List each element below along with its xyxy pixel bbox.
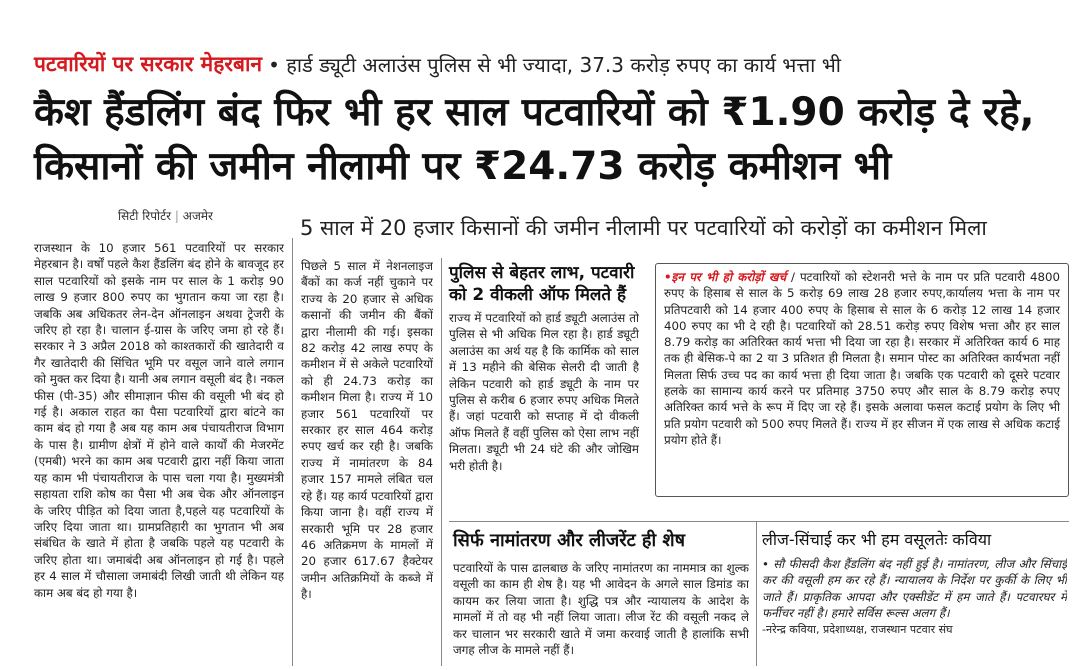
police-comparison-heading: पुलिस से बेहतर लाभ, पटवारी को 2 वीकली ऑफ मिलते हैं <box>449 263 635 305</box>
headline: कैश हैंडलिंग बंद फिर भी हर साल पटवारियों को ₹1.90 करोड़ दे रहे, किसानों की जमीन नीलामी पर ₹24.73 करोड़ कमीशन भी <box>34 90 1035 189</box>
kicker <box>34 44 841 84</box>
police-comparison-text: राज्य में पटवारियों को हार्ड ड्यूटी अलाउंस तो पुलिस से भी अधिक मिल रहा है। हार्ड ड्यूटी अलाउंस का अर्थ यह है कि कार्मिक को साल में 13 महीने की बेसिक सेलरी दी जाती है लेकिन पटवारी को हार्ड ड्यूटी के नाम पर पुलिस से करीब 6 हजार रुपए अधिक मिलते हैं। जहां पटवारी को सप्ताह में दो वीकली ऑफ मिलते हैं वहीं पुलिस को ऐसा लाभ नहीं मिलता। ड्यूटी भी 24 घंटे की और जोखिम भरी होती है। <box>449 311 639 473</box>
mutation-lease-text: पटवारियों के पास ढालबाछ के जरिए नामांतरण का नाममात्र का शुल्क वसूली का काम ही शेष है। यह भी आवेदन के अगले साल डिमांड का कायम कर लिया जाता है। शुद्धि पत्र और न्यायालय के आदेश के मामलों में तो वह भी नहीं लिया जाता। लीज रेंट की वसूली नकद ले कर चालान भर सरकारी खाते में जमा करवाई जाती है हालांकि सभी जगह लीज के मामले नहीं हैं। <box>453 561 749 658</box>
byline <box>118 207 213 224</box>
section-divider <box>449 521 1069 522</box>
article-column-2: पिछले 5 साल में नेशनलाइज बैंकों का कर्ज नहीं चुकाने पर राज्य के 20 हजार से अधिक कसानों की जमीन की बैंकों द्वारा नीलामी की गई। इसका 82 करोड़ 42 लाख रुपए के कमीशन में से अकेले पटवारियों को ही 24.73 करोड़ का कमीशन मिला है। राज्य में 10 हजार 561 पटवारियों पर सरकार हर साल 464 करोड़ रुपए खर्च कर रही है। जबकि राज्य में नामांतरण के 84 हजार 157 मामले लंबित चल रहे हैं। यह कार्य पटवारियों द्वारा किया जाना है। वहीं राज्य में सरकारी भूमि पर 28 हजार 46 अतिक्रमण के मामलों में 20 हजार 617.67 हैक्टेयर जमीन अतिक्रमियों के कब्जे में है। <box>301 259 433 602</box>
quote-signature: -नरेन्द्र कविया, प्रदेशाध्यक्ष, राजस्थान पटवार संघ <box>762 622 953 636</box>
byline-separator: | <box>174 209 179 223</box>
column-divider <box>756 522 757 666</box>
kicker-label: पटवारियों पर सरकार मेहरबान <box>34 52 263 76</box>
mutation-lease-heading: सिर्फ नामांतरण और लीजरेंट ही शेष <box>453 530 686 551</box>
expenses-box-separator: / <box>786 270 800 284</box>
subheadline: 5 साल में 20 हजार किसानों की जमीन नीलामी पर पटवारियों को करोड़ों का कमीशन मिला <box>300 216 987 240</box>
quote-text: • सौ फीसदी कैश हैंडलिंग बंद नहीं हुई है। नामांतरण, लीज और सिंचाई कर की वसूली हम कर रहे हैं। न्यायालय के निर्देश पर कुर्की के लिए भी जाते हैं। प्राकृतिक आपदा और एक्सीडेंट में हम जाते हैं। पटवारघर में फर्नीचर नहीं है। हमारे सर्विस रूल्स अलग हैं। <box>762 557 1067 621</box>
column-divider <box>292 238 293 666</box>
quote-block <box>762 556 1067 666</box>
article-column-1: राजस्थान के 10 हजार 561 पटवारियों पर सरकार मेहरबान है। वर्षों पहले कैश हैंडलिंग बंद होने के बावजूद हर साल पटवारियों को इसके नाम पर साल के 1 करोड़ 90 लाख 9 हजार 800 रुपए का भुगतान कया जा रहा है। जबकि अब अधिकतर लेन-देन ऑनलाइन अथवा ट्रेजरी के जरिए हो रहा है। चालान ई-ग्रास के जरिए जमा हो रहे हैं। सरकार ने 3 अप्रैल 2018 को काश्तकारों की खातेदारी व गैर खातेदारी की सिंचित भूमि पर वसूल जाने वाले लगान को मुक्त कर दिया है। यानी अब लगान वसूली बंद है। नकल फीस (पी-35) और सीमाज्ञान फीस की वसूली भी बंद हो गई है। अकाल राहत का पैसा पटवारियों द्वारा बांटने का काम बंद हो गया है अब यह काम अब पंचायतीराज विभाग के पास है। ग्रामीण क्षेत्रों में होने वाले कार्यों की मेजरमेंट (एमबी) भरने का काम अब पटवारी द्वारा नहीं किया जाता यह काम भी पंचायतीराज के पास चला गया है। मुख्यमंत्री सहायता राशि कोष का पैसा भी अब चेक और ऑनलाइन के जरिए पीड़ित को दिया जाता है,पहले यह पटवारियों के जरिए दिया जाता था। ग्रामप्रतिहारी का भुगतान भी अब संबंधित के खाते में होता है जबकि पहले यह पटवारी के जरिए होता था। जमाबंदी अब ऑनलाइन हो गई है। पहले हर 4 साल में चौसाला जमाबंदी लिखी जाती थी लेकिन यह काम अब बंद हो गया है। <box>34 241 284 600</box>
byline-city: अजमेर <box>182 209 213 223</box>
kicker-bullet-text: • हार्ड ड्यूटी अलाउंस पुलिस से भी ज्यादा, 37.3 करोड़ रुपए का कार्य भत्ता भी <box>268 52 841 77</box>
expenses-box <box>655 263 1069 497</box>
expenses-box-text: पटवारियों को स्टेशनरी भत्ते के नाम पर प्रति पटवारी 4800 रुपए के हिसाब से साल के 5 करोड़ 69 लाख 28 हजार रुपए,कार्यालय भत्ता के नाम पर प्रतिपटवारी को 14 हजार 400 रुपए के हिसाब से साल के 6 करोड़ 12 लाख 14 हजार 400 रुपए का भी दे रही है। पटवारियों को 28.51 करोड़ रुपए विशेष भत्ता और हर साल 8.79 करोड़ का अतिरिक्त कार्य भत्ता भी दिया जा रहा है। सरकार में अतिरिक्त कार्य 6 माह तक ही बेसिक-पे का 2 या 3 प्रतिशत ही मिलता है। समान पोस्ट का अतिरिक्त कार्यभता नहीं मिलता सिर्फ उच्च पद का कार्य भत्ता ही दिया जाता है। जबकि एक पटवारी को दूसरे पटवार हलके का सामान्य कार्य करने पर प्रतिमाह 3750 रुपए और साल के 8.79 करोड़ रुपए अतिरिक्त कार्य भत्ते के रूप में दिए जा रहे हैं। इसके अलावा फसल कटाई प्रयोग के लिए भी प्रति प्रयोग पटवारी को 500 रुपए मिलते हैं। राज्य में हर सीजन में एक लाख से अधिक कटाई प्रयोग होते हैं। <box>664 270 1061 447</box>
byline-reporter: सिटी रिपोर्टर <box>118 209 172 223</box>
expenses-box-title: •इन पर भी हो करोड़ों खर्च <box>664 270 787 284</box>
quote-heading: लीज-सिंचाई कर भी हम वसूलतेः कविया <box>762 530 992 549</box>
column-divider <box>441 258 442 666</box>
